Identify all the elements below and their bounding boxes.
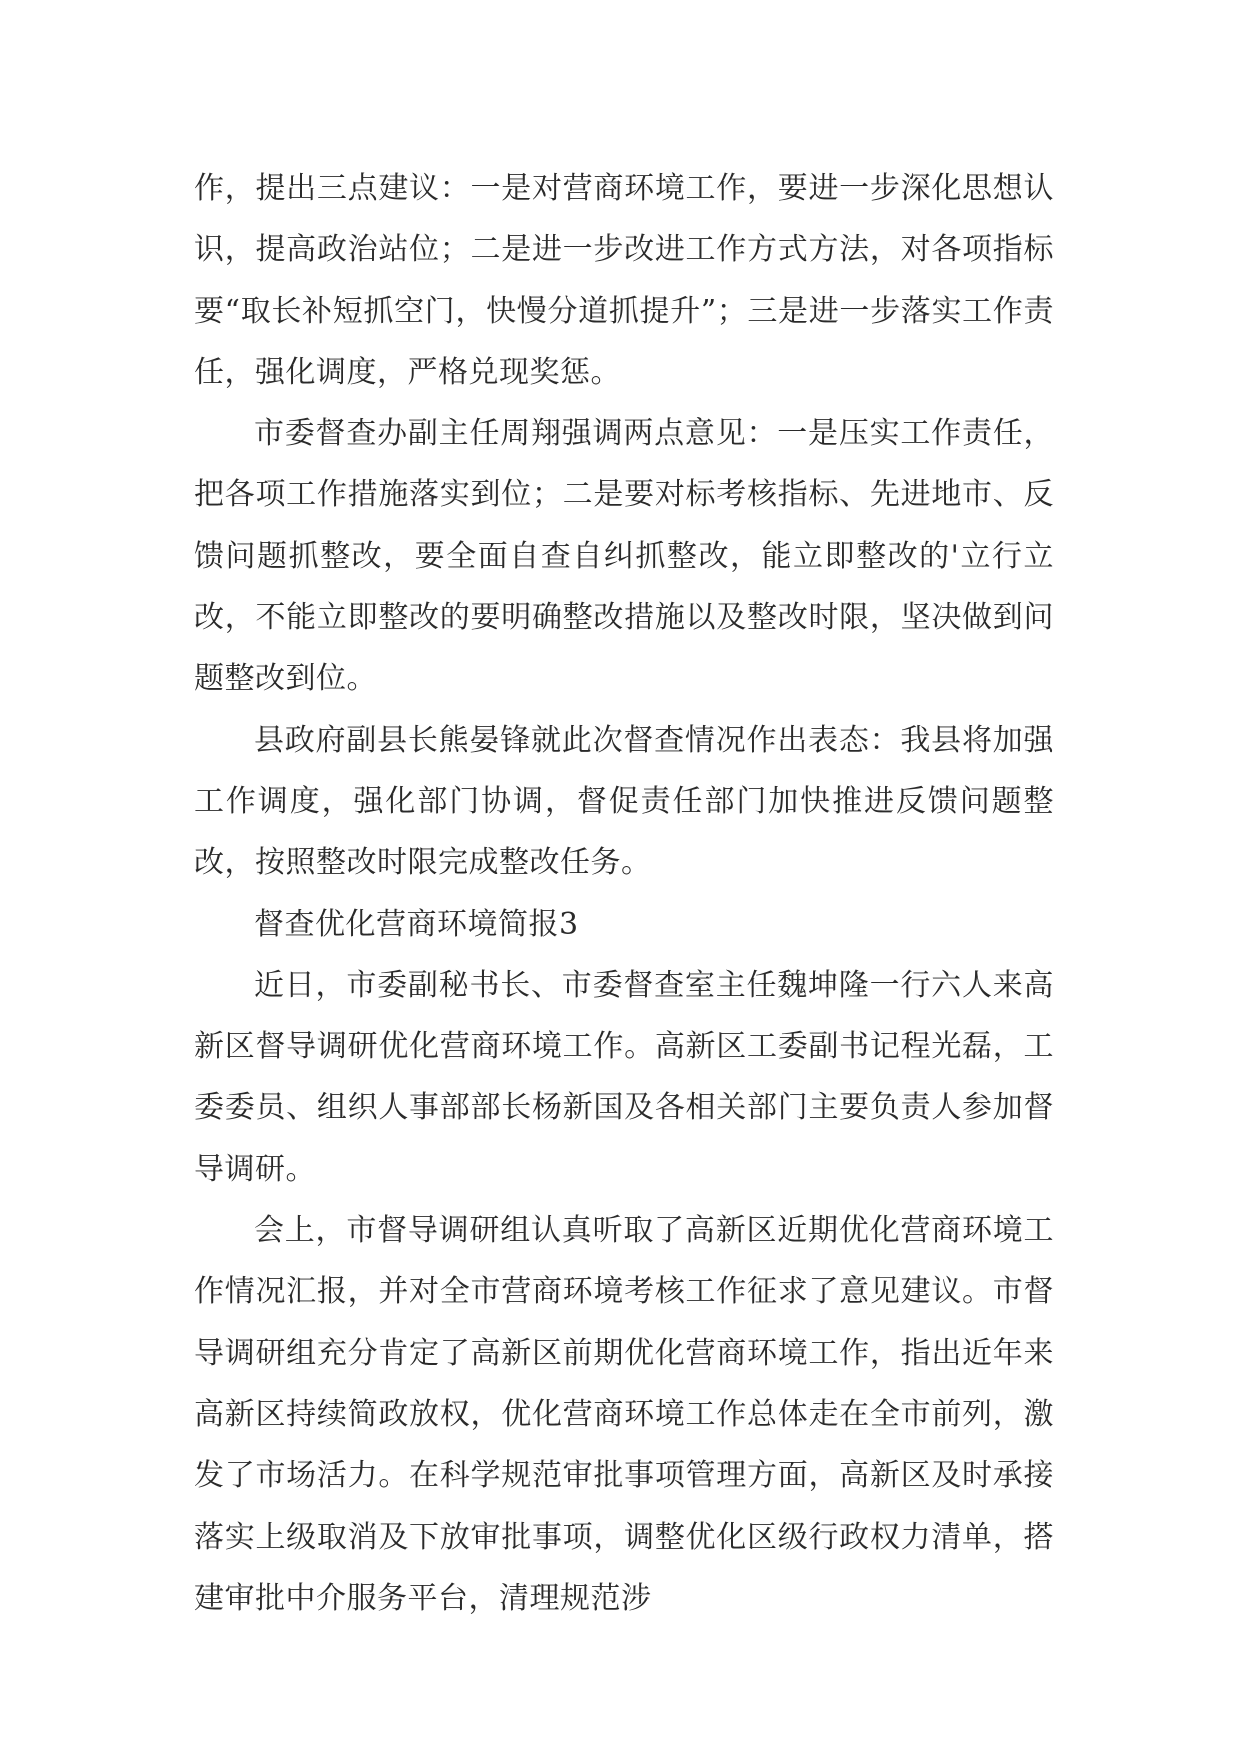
paragraph-suggestions: 作，提出三点建议：一是对营商环境工作，要进一步深化思想认识，提高政治站位；二是进一步改进工作方式方法，对各项指标要“取长补短抓空门，快慢分道抓提升”；三是进一步落实工作责任，强化调度，严格兑现奖惩。: [194, 171, 1054, 390]
paragraph-inspection-visit: 近日，市委副秘书长、市委督查室主任魏坤隆一行六人来高新区督导调研优化营商环境工作。高新区工委副书记程光磊，工委委员、组织人事部部长杨新国及各相关部门主要负责人参加督导调研。: [194, 967, 1054, 1187]
paragraph-meeting-report: 会上，市督导调研组认真听取了高新区近期优化营商环境工作情况汇报，并对全市营商环境考核工作征求了意见建议。市督导调研组充分肯定了高新区前期优化营商环境工作，指出近年来高新区持续简政放权，优化营商环境工作总体走在全市前列，激发了市场活力。在科学规范审批事项管理方面，高新区及时承接落实上级取消及下放审批事项，调整优化区级行政权力清单，搭建审批中介服务平台，清理规范涉: [194, 1213, 1054, 1616]
paragraph-county-response: 县政府副县长熊晏锋就此次督查情况作出表态：我县将加强工作调度，强化部门协调，督促责任部门加快推进反馈问题整改，按照整改时限完成整改任务。: [194, 722, 1054, 881]
paragraph-supervision-office-opinion: 市委督查办副主任周翔强调两点意见：一是压实工作责任，把各项工作措施落实到位；二是要对标考核指标、先进地市、反馈问题抓整改，要全面自查自纠抓整改，能立即整改的'立行立改，不能立即整改的要明确整改措施以及整改时限，坚决做到问题整改到位。: [194, 416, 1054, 697]
section-heading-briefing-3: 督查优化营商环境简报3: [254, 906, 579, 942]
document-body: [194, 158, 1054, 1629]
